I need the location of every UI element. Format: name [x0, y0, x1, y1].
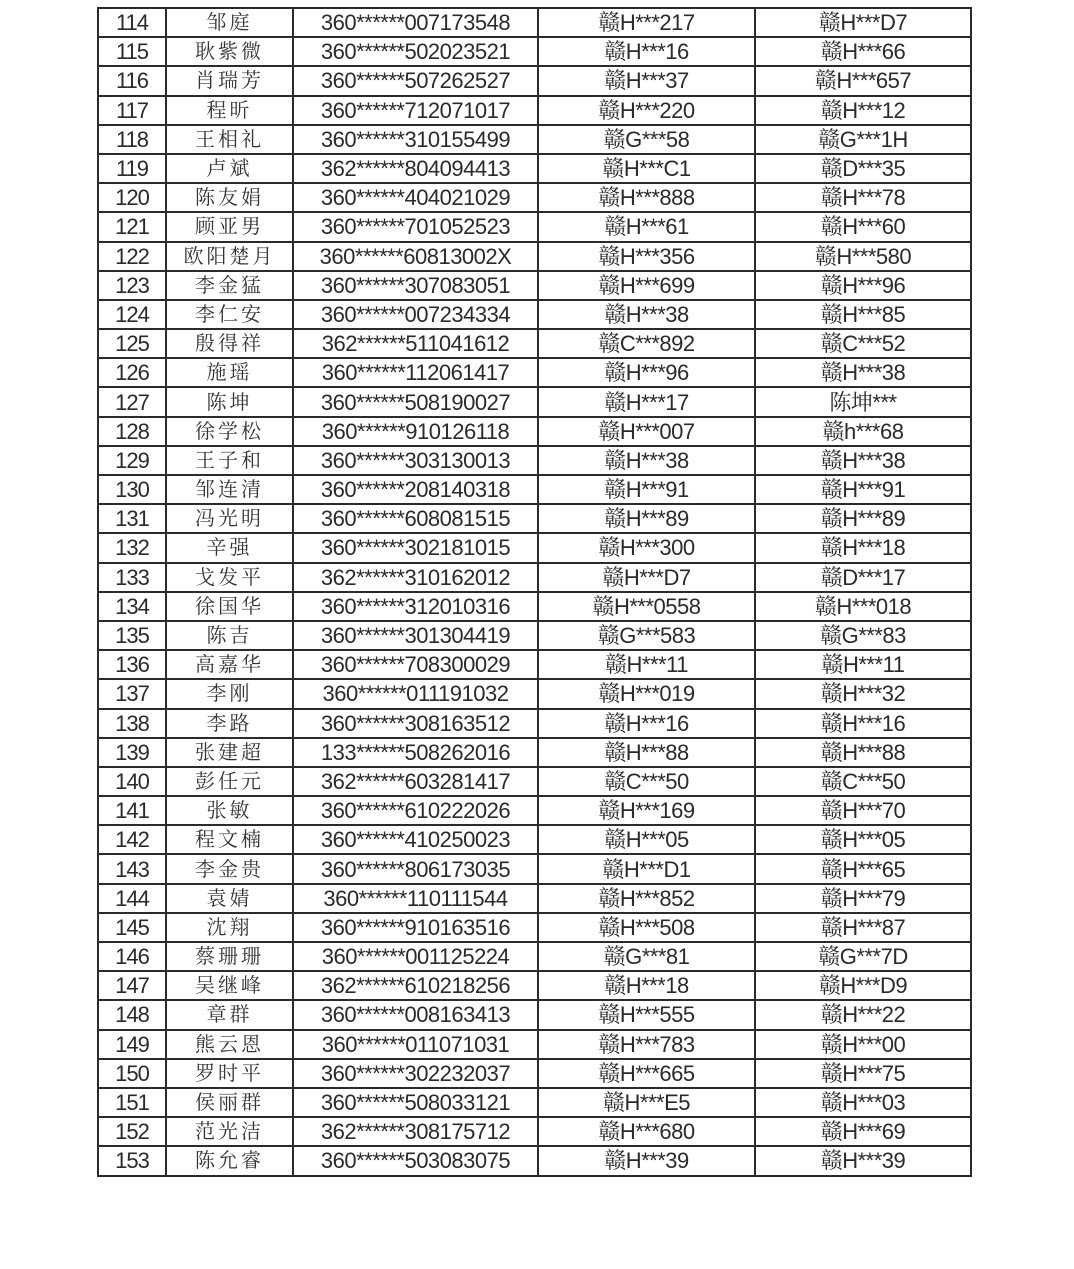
- plate-number-1-cell: 赣H***220: [538, 96, 755, 125]
- table-row: [98, 329, 971, 358]
- plate-number-1-cell: 赣H***17: [538, 387, 755, 416]
- plate-number-2-cell: 赣C***52: [755, 329, 971, 358]
- row-number-cell: 148: [98, 1000, 166, 1029]
- id-number-cell: 362******603281417: [293, 767, 538, 796]
- person-name-cell: 袁婧: [166, 884, 293, 913]
- person-name-cell: 卢斌: [166, 154, 293, 183]
- row-number-cell: 140: [98, 767, 166, 796]
- id-number-cell: 360******112061417: [293, 358, 538, 387]
- plate-number-1-cell: 赣H***05: [538, 825, 755, 854]
- person-name-cell: 辛强: [166, 533, 293, 562]
- id-number-cell: 360******110111544: [293, 884, 538, 913]
- id-number-cell: 360******208140318: [293, 475, 538, 504]
- table-row: [98, 417, 971, 446]
- plate-number-2-cell: 赣G***7D: [755, 942, 971, 971]
- plate-number-2-cell: 赣H***11: [755, 650, 971, 679]
- table-row: [98, 825, 971, 854]
- table-row: [98, 8, 971, 37]
- id-number-cell: 360******404021029: [293, 183, 538, 212]
- table-row: [98, 767, 971, 796]
- id-number-cell: 360******410250023: [293, 825, 538, 854]
- plate-number-2-cell: 赣H***78: [755, 183, 971, 212]
- row-number-cell: 152: [98, 1117, 166, 1146]
- person-name-cell: 李仁安: [166, 300, 293, 329]
- person-name-cell: 李刚: [166, 679, 293, 708]
- plate-number-2-cell: 赣H***79: [755, 884, 971, 913]
- person-name-cell: 肖瑞芳: [166, 66, 293, 95]
- plate-number-1-cell: 赣H***16: [538, 709, 755, 738]
- plate-number-2-cell: 赣H***85: [755, 300, 971, 329]
- person-name-cell: 陈友娟: [166, 183, 293, 212]
- person-name-cell: 殷得祥: [166, 329, 293, 358]
- table-row: [98, 1146, 971, 1175]
- id-number-cell: 362******804094413: [293, 154, 538, 183]
- id-number-cell: 360******608081515: [293, 504, 538, 533]
- person-name-cell: 徐学松: [166, 417, 293, 446]
- plate-number-1-cell: 赣H***217: [538, 8, 755, 37]
- plate-number-2-cell: 赣D***35: [755, 154, 971, 183]
- plate-number-1-cell: 赣H***019: [538, 679, 755, 708]
- table-row: [98, 1117, 971, 1146]
- table-row: [98, 621, 971, 650]
- plate-number-1-cell: 赣H***89: [538, 504, 755, 533]
- table-row: [98, 1088, 971, 1117]
- table-row: [98, 592, 971, 621]
- plate-number-2-cell: 赣C***50: [755, 767, 971, 796]
- person-name-cell: 吴继峰: [166, 971, 293, 1000]
- person-name-cell: 程文楠: [166, 825, 293, 854]
- table-row: [98, 709, 971, 738]
- plate-number-1-cell: 赣H***888: [538, 183, 755, 212]
- plate-number-1-cell: 赣H***16: [538, 37, 755, 66]
- table-row: [98, 1000, 971, 1029]
- person-name-cell: 欧阳楚月: [166, 242, 293, 271]
- person-name-cell: 李金贵: [166, 854, 293, 883]
- person-name-cell: 陈允睿: [166, 1146, 293, 1175]
- plate-number-1-cell: 赣H***61: [538, 212, 755, 241]
- table-row: [98, 446, 971, 475]
- row-number-cell: 143: [98, 854, 166, 883]
- id-number-cell: 360******712071017: [293, 96, 538, 125]
- row-number-cell: 128: [98, 417, 166, 446]
- plate-number-2-cell: 赣H***05: [755, 825, 971, 854]
- row-number-cell: 134: [98, 592, 166, 621]
- plate-number-1-cell: 赣C***892: [538, 329, 755, 358]
- plate-number-1-cell: 赣H***E5: [538, 1088, 755, 1117]
- id-number-cell: 360******011071031: [293, 1030, 538, 1059]
- plate-number-2-cell: 赣H***39: [755, 1146, 971, 1175]
- row-number-cell: 123: [98, 271, 166, 300]
- table-row: [98, 563, 971, 592]
- table-row: [98, 650, 971, 679]
- table-row: [98, 1059, 971, 1088]
- person-name-cell: 侯丽群: [166, 1088, 293, 1117]
- row-number-cell: 117: [98, 96, 166, 125]
- id-number-cell: 360******508190027: [293, 387, 538, 416]
- id-number-cell: 362******610218256: [293, 971, 538, 1000]
- id-number-cell: 362******511041612: [293, 329, 538, 358]
- plate-number-1-cell: 赣G***583: [538, 621, 755, 650]
- plate-number-2-cell: 赣H***12: [755, 96, 971, 125]
- table-row: [98, 942, 971, 971]
- row-number-cell: 127: [98, 387, 166, 416]
- id-number-cell: 360******308163512: [293, 709, 538, 738]
- row-number-cell: 114: [98, 8, 166, 37]
- row-number-cell: 124: [98, 300, 166, 329]
- person-name-cell: 罗时平: [166, 1059, 293, 1088]
- row-number-cell: 136: [98, 650, 166, 679]
- plate-number-2-cell: 赣G***83: [755, 621, 971, 650]
- plate-number-1-cell: 赣H***D7: [538, 563, 755, 592]
- id-number-cell: 360******302181015: [293, 533, 538, 562]
- plate-number-1-cell: 赣H***96: [538, 358, 755, 387]
- plate-number-1-cell: 赣H***18: [538, 971, 755, 1000]
- row-number-cell: 121: [98, 212, 166, 241]
- plate-number-1-cell: 赣H***007: [538, 417, 755, 446]
- person-name-cell: 熊云恩: [166, 1030, 293, 1059]
- plate-number-2-cell: 赣H***03: [755, 1088, 971, 1117]
- row-number-cell: 137: [98, 679, 166, 708]
- plate-number-2-cell: 赣H***96: [755, 271, 971, 300]
- plate-number-1-cell: 赣H***783: [538, 1030, 755, 1059]
- table-row: [98, 504, 971, 533]
- person-name-cell: 冯光明: [166, 504, 293, 533]
- row-number-cell: 139: [98, 738, 166, 767]
- plate-number-2-cell: 赣H***75: [755, 1059, 971, 1088]
- row-number-cell: 150: [98, 1059, 166, 1088]
- plate-number-1-cell: 赣H***39: [538, 1146, 755, 1175]
- table-row: [98, 212, 971, 241]
- row-number-cell: 149: [98, 1030, 166, 1059]
- row-number-cell: 129: [98, 446, 166, 475]
- person-name-cell: 高嘉华: [166, 650, 293, 679]
- id-number-cell: 360******302232037: [293, 1059, 538, 1088]
- row-number-cell: 133: [98, 563, 166, 592]
- plate-number-1-cell: 赣H***11: [538, 650, 755, 679]
- row-number-cell: 118: [98, 125, 166, 154]
- table-row: [98, 854, 971, 883]
- id-number-cell: 360******503083075: [293, 1146, 538, 1175]
- plate-number-1-cell: 赣G***58: [538, 125, 755, 154]
- row-number-cell: 146: [98, 942, 166, 971]
- person-name-cell: 程昕: [166, 96, 293, 125]
- row-number-cell: 132: [98, 533, 166, 562]
- person-name-cell: 范光洁: [166, 1117, 293, 1146]
- plate-number-1-cell: 赣H***508: [538, 913, 755, 942]
- plate-number-2-cell: 赣H***60: [755, 212, 971, 241]
- id-number-cell: 360******001125224: [293, 942, 538, 971]
- row-number-cell: 135: [98, 621, 166, 650]
- plate-number-1-cell: 赣H***680: [538, 1117, 755, 1146]
- id-number-cell: 360******008163413: [293, 1000, 538, 1029]
- id-number-cell: 360******303130013: [293, 446, 538, 475]
- row-number-cell: 131: [98, 504, 166, 533]
- plate-number-2-cell: 赣H***D7: [755, 8, 971, 37]
- plate-number-2-cell: 赣H***87: [755, 913, 971, 942]
- plate-number-1-cell: 赣H***699: [538, 271, 755, 300]
- table-row: [98, 913, 971, 942]
- plate-number-1-cell: 赣H***169: [538, 796, 755, 825]
- plate-number-2-cell: 赣H***38: [755, 358, 971, 387]
- table-row: [98, 1030, 971, 1059]
- plate-number-2-cell: 赣H***18: [755, 533, 971, 562]
- person-name-cell: 蔡珊珊: [166, 942, 293, 971]
- id-number-cell: 360******910163516: [293, 913, 538, 942]
- person-name-cell: 李金猛: [166, 271, 293, 300]
- plate-number-1-cell: 赣H***91: [538, 475, 755, 504]
- table-row: [98, 125, 971, 154]
- row-number-cell: 138: [98, 709, 166, 738]
- row-number-cell: 147: [98, 971, 166, 1000]
- plate-number-1-cell: 赣C***50: [538, 767, 755, 796]
- table-row: [98, 183, 971, 212]
- person-name-cell: 沈翔: [166, 913, 293, 942]
- plate-number-1-cell: 赣H***356: [538, 242, 755, 271]
- person-name-cell: 陈吉: [166, 621, 293, 650]
- plate-number-2-cell: 赣H***16: [755, 709, 971, 738]
- plate-number-1-cell: 赣H***88: [538, 738, 755, 767]
- plate-number-2-cell: 赣H***00: [755, 1030, 971, 1059]
- id-number-cell: 360******610222026: [293, 796, 538, 825]
- plate-number-1-cell: 赣G***81: [538, 942, 755, 971]
- plate-number-2-cell: 赣D***17: [755, 563, 971, 592]
- row-number-cell: 119: [98, 154, 166, 183]
- person-name-cell: 徐国华: [166, 592, 293, 621]
- plate-number-1-cell: 赣H***0558: [538, 592, 755, 621]
- row-number-cell: 144: [98, 884, 166, 913]
- table-row: [98, 96, 971, 125]
- id-number-cell: 362******308175712: [293, 1117, 538, 1146]
- plate-number-2-cell: 赣H***580: [755, 242, 971, 271]
- person-name-cell: 章群: [166, 1000, 293, 1029]
- table-row: [98, 796, 971, 825]
- plate-number-2-cell: 陈坤***: [755, 387, 971, 416]
- id-number-cell: 133******508262016: [293, 738, 538, 767]
- table-row: [98, 387, 971, 416]
- table-row: [98, 679, 971, 708]
- plate-number-1-cell: 赣H***852: [538, 884, 755, 913]
- table-row: [98, 242, 971, 271]
- plate-number-2-cell: 赣H***657: [755, 66, 971, 95]
- registration-table: [97, 7, 972, 1177]
- row-number-cell: 125: [98, 329, 166, 358]
- person-name-cell: 彭任元: [166, 767, 293, 796]
- table-row: [98, 358, 971, 387]
- id-number-cell: 360******007234334: [293, 300, 538, 329]
- id-number-cell: 360******307083051: [293, 271, 538, 300]
- plate-number-1-cell: 赣H***300: [538, 533, 755, 562]
- row-number-cell: 145: [98, 913, 166, 942]
- row-number-cell: 151: [98, 1088, 166, 1117]
- plate-number-1-cell: 赣H***C1: [538, 154, 755, 183]
- plate-number-2-cell: 赣H***88: [755, 738, 971, 767]
- row-number-cell: 122: [98, 242, 166, 271]
- plate-number-2-cell: 赣H***22: [755, 1000, 971, 1029]
- id-number-cell: 360******508033121: [293, 1088, 538, 1117]
- row-number-cell: 126: [98, 358, 166, 387]
- person-name-cell: 李路: [166, 709, 293, 738]
- table-row: [98, 271, 971, 300]
- table-body: [98, 8, 971, 1176]
- row-number-cell: 130: [98, 475, 166, 504]
- id-number-cell: 360******910126118: [293, 417, 538, 446]
- table-row: [98, 154, 971, 183]
- plate-number-2-cell: 赣H***91: [755, 475, 971, 504]
- id-number-cell: 362******310162012: [293, 563, 538, 592]
- person-name-cell: 顾亚男: [166, 212, 293, 241]
- plate-number-2-cell: 赣H***32: [755, 679, 971, 708]
- id-number-cell: 360******502023521: [293, 37, 538, 66]
- row-number-cell: 141: [98, 796, 166, 825]
- id-number-cell: 360******011191032: [293, 679, 538, 708]
- plate-number-1-cell: 赣H***D1: [538, 854, 755, 883]
- person-name-cell: 邹连清: [166, 475, 293, 504]
- id-number-cell: 360******708300029: [293, 650, 538, 679]
- row-number-cell: 142: [98, 825, 166, 854]
- id-number-cell: 360******806173035: [293, 854, 538, 883]
- row-number-cell: 115: [98, 37, 166, 66]
- id-number-cell: 360******507262527: [293, 66, 538, 95]
- row-number-cell: 116: [98, 66, 166, 95]
- plate-number-2-cell: 赣h***68: [755, 417, 971, 446]
- plate-number-2-cell: 赣H***018: [755, 592, 971, 621]
- plate-number-2-cell: 赣H***89: [755, 504, 971, 533]
- id-number-cell: 360******701052523: [293, 212, 538, 241]
- table-row: [98, 533, 971, 562]
- id-number-cell: 360******310155499: [293, 125, 538, 154]
- person-name-cell: 戈发平: [166, 563, 293, 592]
- table-row: [98, 37, 971, 66]
- table-row: [98, 475, 971, 504]
- id-number-cell: 360******60813002X: [293, 242, 538, 271]
- plate-number-2-cell: 赣G***1H: [755, 125, 971, 154]
- plate-number-1-cell: 赣H***37: [538, 66, 755, 95]
- person-name-cell: 张建超: [166, 738, 293, 767]
- plate-number-1-cell: 赣H***665: [538, 1059, 755, 1088]
- id-number-cell: 360******301304419: [293, 621, 538, 650]
- plate-number-2-cell: 赣H***38: [755, 446, 971, 475]
- plate-number-2-cell: 赣H***70: [755, 796, 971, 825]
- person-name-cell: 张敏: [166, 796, 293, 825]
- plate-number-1-cell: 赣H***38: [538, 446, 755, 475]
- person-name-cell: 耿紫微: [166, 37, 293, 66]
- table-row: [98, 300, 971, 329]
- table-row: [98, 738, 971, 767]
- table-row: [98, 884, 971, 913]
- person-name-cell: 王相礼: [166, 125, 293, 154]
- person-name-cell: 施瑶: [166, 358, 293, 387]
- plate-number-2-cell: 赣H***65: [755, 854, 971, 883]
- person-name-cell: 邹庭: [166, 8, 293, 37]
- plate-number-2-cell: 赣H***D9: [755, 971, 971, 1000]
- plate-number-2-cell: 赣H***66: [755, 37, 971, 66]
- plate-number-2-cell: 赣H***69: [755, 1117, 971, 1146]
- table-row: [98, 971, 971, 1000]
- plate-number-1-cell: 赣H***38: [538, 300, 755, 329]
- person-name-cell: 王子和: [166, 446, 293, 475]
- row-number-cell: 153: [98, 1146, 166, 1175]
- plate-number-1-cell: 赣H***555: [538, 1000, 755, 1029]
- id-number-cell: 360******007173548: [293, 8, 538, 37]
- row-number-cell: 120: [98, 183, 166, 212]
- person-name-cell: 陈坤: [166, 387, 293, 416]
- table-row: [98, 66, 971, 95]
- id-number-cell: 360******312010316: [293, 592, 538, 621]
